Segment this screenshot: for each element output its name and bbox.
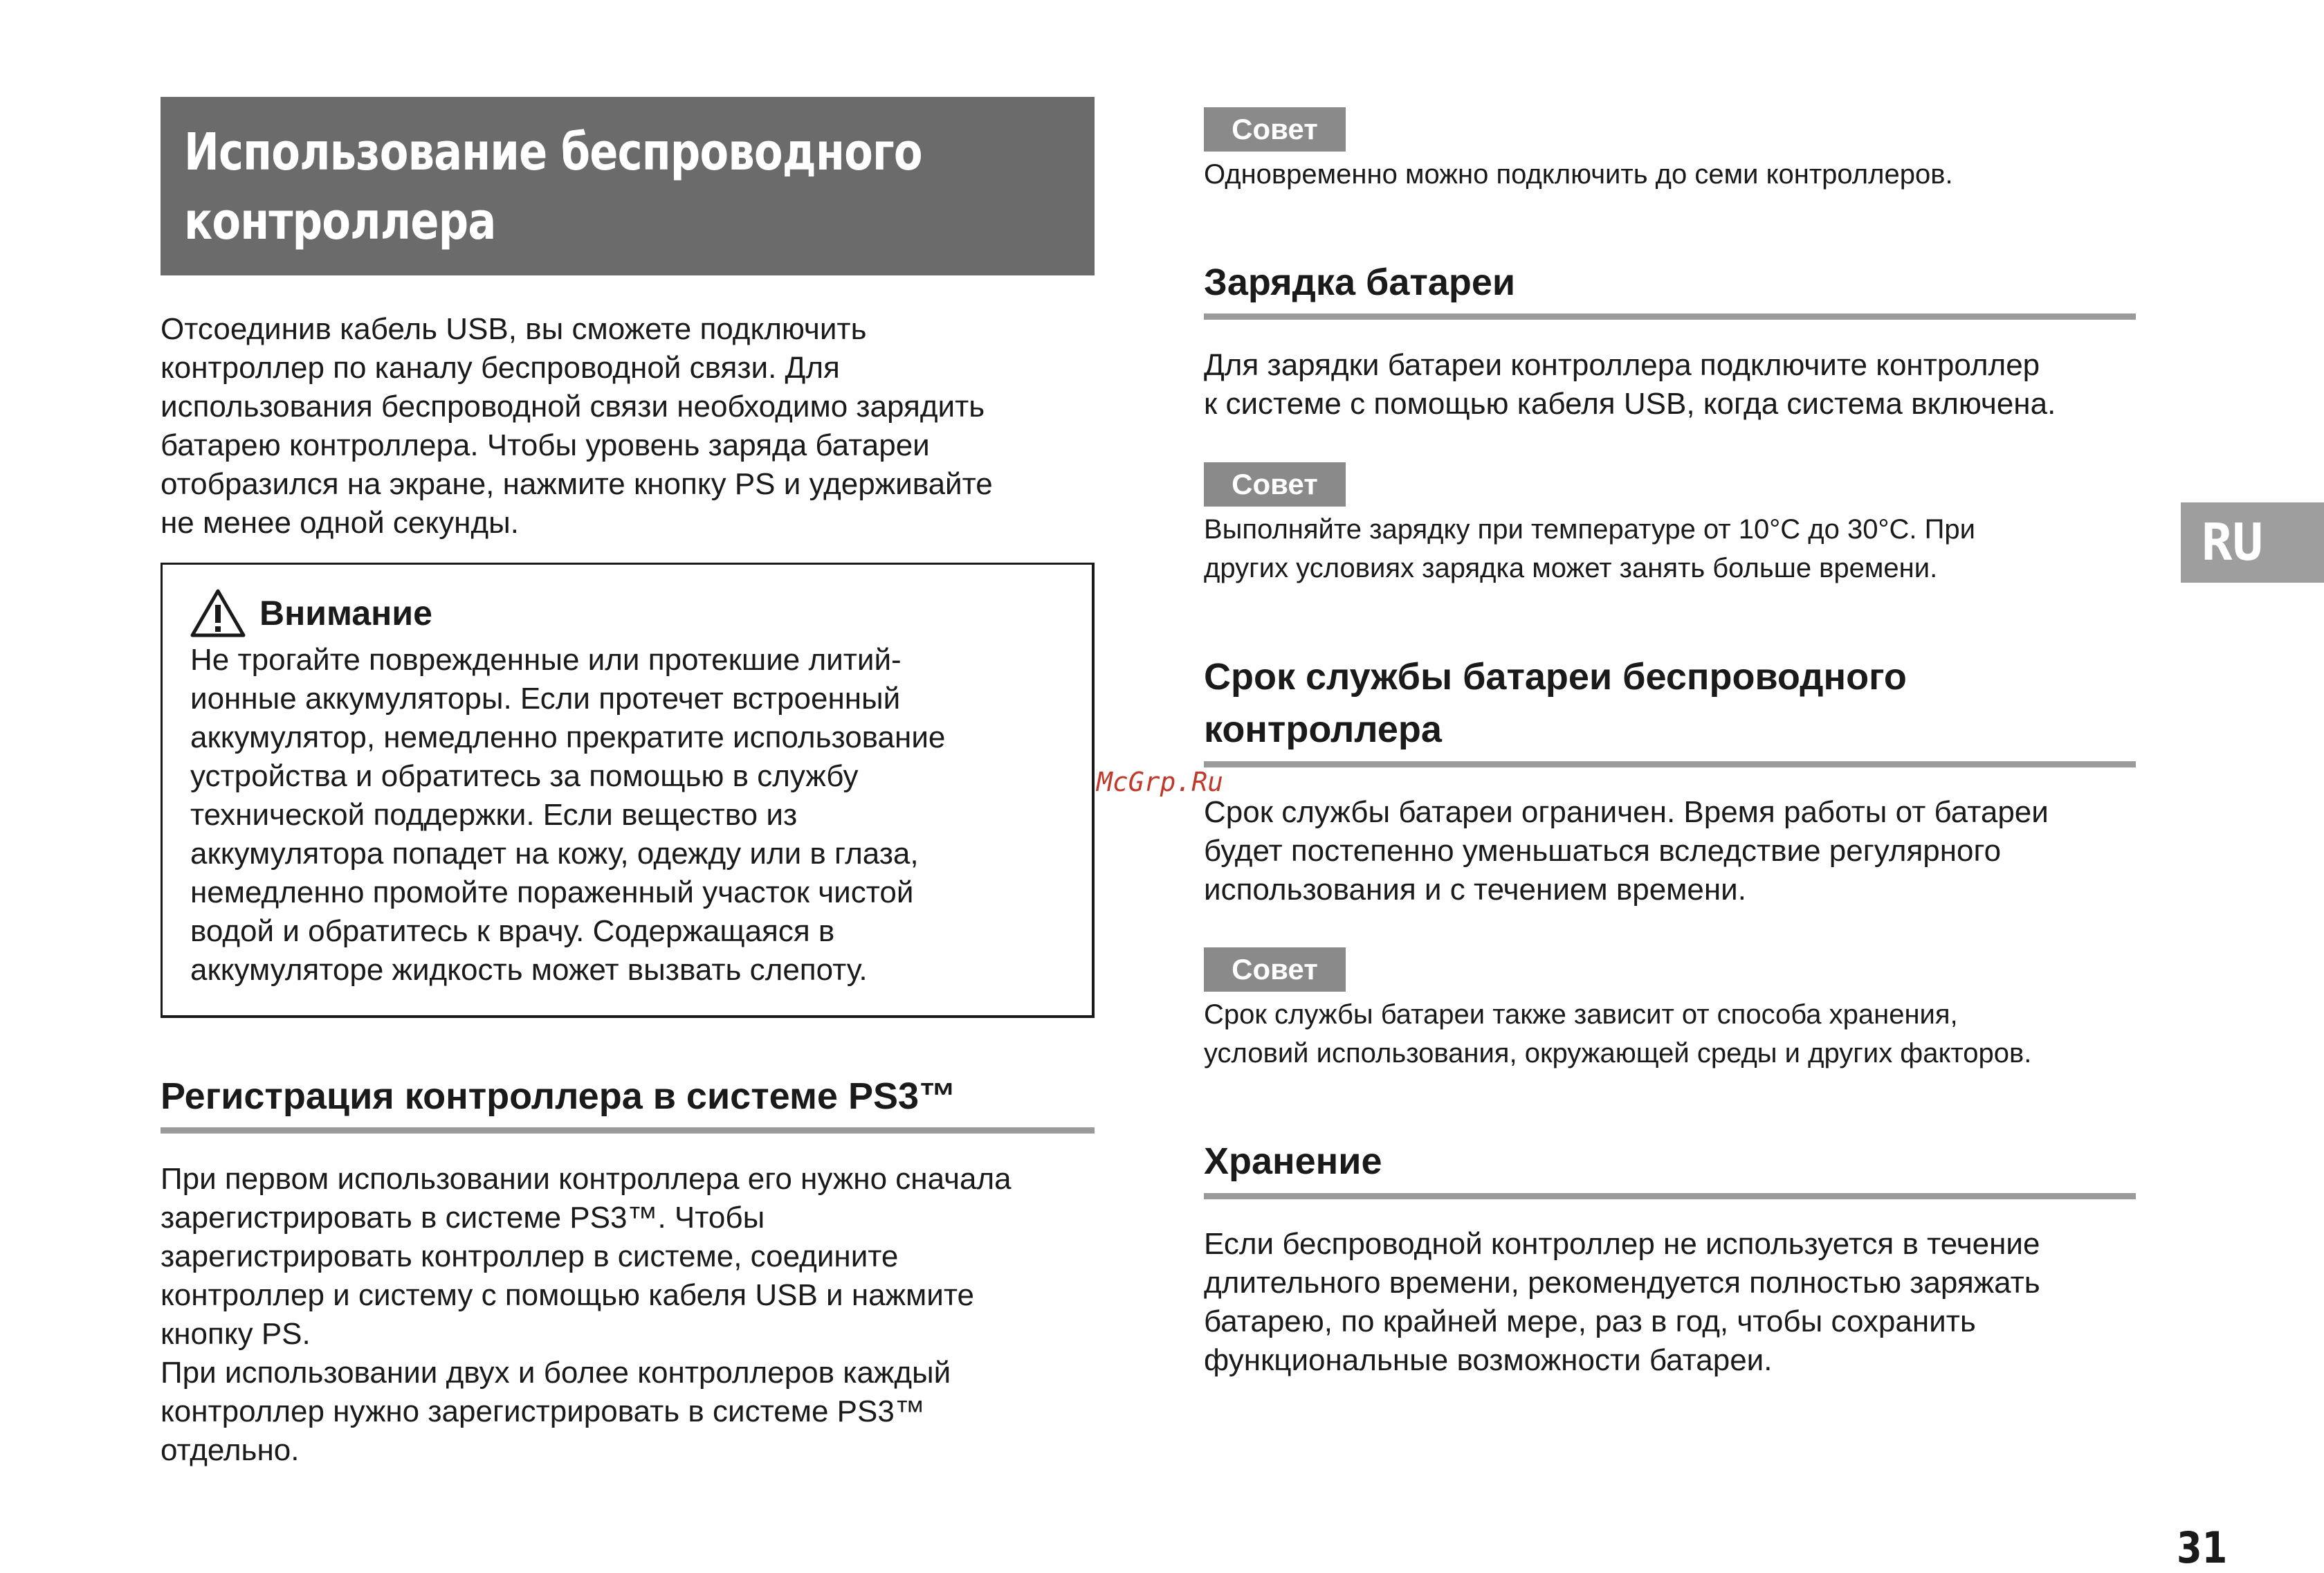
text-line: устройства и обратитесь за помощью в службу (190, 759, 859, 793)
text-line: ионные аккумуляторы. Если протечет встроенный (190, 682, 901, 716)
text-line: Не трогайте поврежденные или протекшие литий- (190, 643, 902, 677)
text-line: Одновременно можно подключить до семи контроллеров. (1204, 159, 1953, 190)
tip-label: Совет (1204, 947, 1346, 992)
text-line: отдельно. (161, 1433, 300, 1467)
tip-text (1204, 995, 2031, 1073)
text-line: других условиях зарядка может занять больше времени. (1204, 553, 1938, 583)
warning-box (161, 563, 1095, 1018)
page-title-banner (161, 97, 1095, 275)
text-line: При использовании двух и более контроллеров каждый (161, 1356, 951, 1390)
text-line: отобразился на экране, нажмите кнопку PS и удерживайте (161, 467, 993, 501)
text-line: использования и с течением времени. (1204, 873, 1746, 907)
text-line: условий использования, окружающей среды и других факторов. (1204, 1038, 2032, 1069)
text-line: использования беспроводной связи необходимо зарядить (161, 390, 985, 424)
text-line: технической поддержки. Если вещество из (190, 798, 798, 832)
charging-heading (1204, 256, 1515, 309)
text-line: аккумулятора попадет на кожу, одежду или в глаза, (190, 837, 919, 871)
registration-paragraph (161, 1160, 1101, 1470)
text-line: функциональные возможности батареи. (1204, 1343, 1773, 1377)
text-line: зарегистрировать контроллер в системе, соедините (161, 1239, 899, 1273)
text-line: Если беспроводной контроллер не используется в течение (1204, 1227, 2040, 1261)
storage-paragraph (1204, 1225, 2172, 1380)
text-line: длительного времени, рекомендуется полностью заряжать (1204, 1266, 2040, 1300)
heading-text: Регистрация контроллера в системе PS3™ (161, 1075, 957, 1117)
text-line: Срок службы батареи ограничен. Время работы от батареи (1204, 795, 2049, 829)
text-line: немедленно промойте пораженный участок чистой (190, 875, 914, 909)
tip-text (1204, 155, 1953, 194)
charging-paragraph (1204, 346, 2172, 424)
text-line: батарею контроллера. Чтобы уровень заряда батареи (161, 428, 930, 462)
page-title-line-1: Использование беспроводного (184, 122, 922, 182)
text-line: зарегистрировать в системе PS3™. Чтобы (161, 1201, 765, 1235)
intro-paragraph (161, 310, 1101, 543)
text-line: кнопку PS. (161, 1317, 311, 1351)
page-number: 31 (2177, 1522, 2228, 1573)
text-line: Выполняйте зарядку при температуре от 10°C до 30°C. При (1204, 514, 1975, 545)
section-divider (1204, 761, 2136, 767)
text-line: контроллер и систему с помощью кабеля USB и нажмите (161, 1278, 975, 1312)
text-line: аккумуляторе жидкость может вызвать слепоту. (190, 953, 868, 987)
text-line: батарею, по крайней мере, раз в год, чтобы сохранить (1204, 1304, 1976, 1338)
section-divider (161, 1127, 1095, 1134)
watermark: McGrp.Ru (1097, 767, 1224, 797)
tip-label: Совет (1204, 462, 1346, 507)
page-title-line-2: контроллера (184, 192, 496, 251)
text-line: водой и обратитесь к врачу. Содержащаяся в (190, 914, 835, 948)
text-line: При первом использовании контроллера его нужно сначала (161, 1162, 1012, 1196)
tip-text (1204, 510, 1975, 588)
warning-title: Внимание (259, 594, 432, 633)
text-line: Срок службы батареи также зависит от способа хранения, (1204, 999, 1958, 1030)
text-line: к системе с помощью кабеля USB, когда система включена. (1204, 387, 2056, 421)
heading-text: Зарядка батареи (1204, 262, 1516, 303)
warning-header (190, 585, 432, 641)
battery-life-paragraph (1204, 793, 2172, 909)
text-line: будет постепенно уменьшаться вследствие регулярного (1204, 834, 2002, 868)
heading-text: Хранение (1204, 1140, 1382, 1182)
heading-text: Срок службы батареи беспроводного (1204, 656, 1907, 698)
warning-text (190, 641, 1083, 990)
section-divider (1204, 1193, 2136, 1199)
registration-heading (161, 1070, 956, 1122)
text-line: аккумулятор, немедленно прекратите использование (190, 720, 946, 754)
text-line: Отсоединив кабель USB, вы сможете подключить (161, 312, 867, 346)
battery-life-heading (1204, 651, 1907, 756)
language-tab: RU (2181, 502, 2324, 583)
heading-text: контроллера (1204, 709, 1442, 750)
text-line: не менее одной секунды. (161, 506, 519, 540)
storage-heading (1204, 1135, 1382, 1188)
text-line: контроллер нужно зарегистрировать в системе PS3™ (161, 1394, 925, 1428)
text-line: контроллер по каналу беспроводной связи. Для (161, 351, 840, 385)
tip-label: Совет (1204, 107, 1346, 152)
section-divider (1204, 313, 2136, 320)
warning-triangle-icon (190, 588, 246, 638)
text-line: Для зарядки батареи контроллера подключите контроллер (1204, 348, 2040, 382)
